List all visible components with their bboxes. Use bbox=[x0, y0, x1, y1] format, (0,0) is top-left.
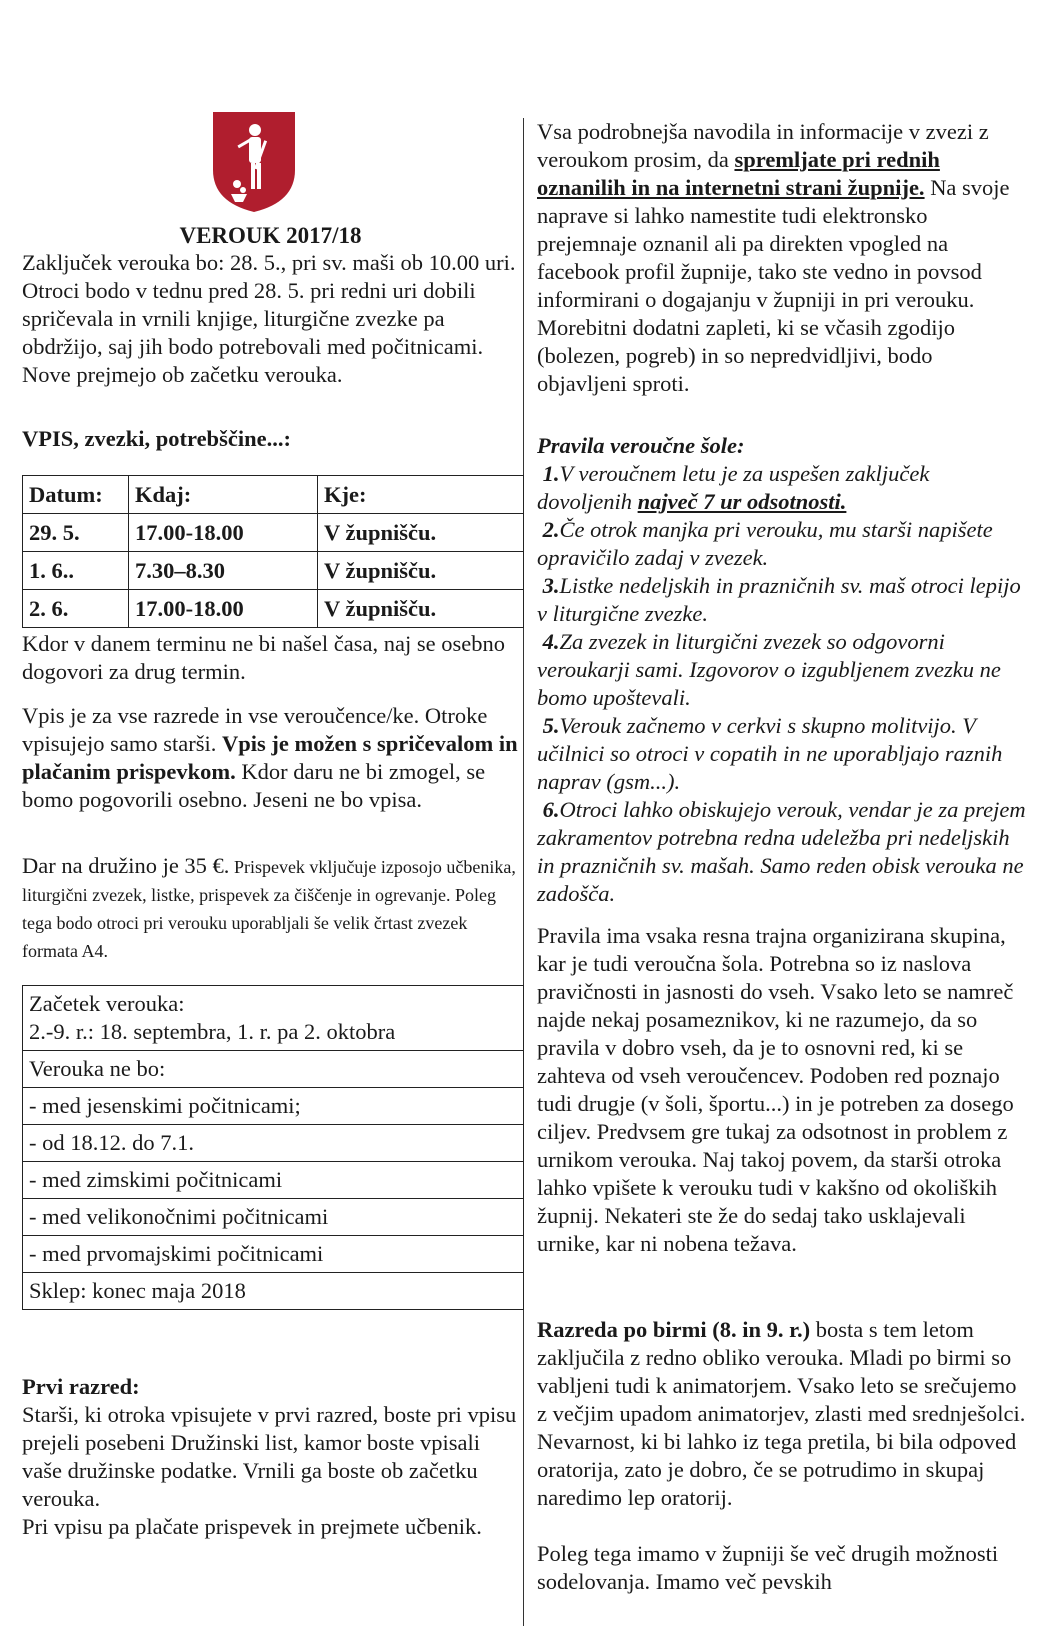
info-emphasis: spremljate pri rednih oznanilih in na internetni strani župnije. bbox=[537, 147, 940, 200]
column-divider bbox=[523, 118, 524, 1626]
table-row bbox=[23, 552, 524, 590]
birma-paragraph-2: Poleg tega imamo v župniji še več drugih možnosti sodelovanja. Imamo več pevskih bbox=[537, 1541, 999, 1594]
after-table-note: Kdor v danem terminu ne bi našel časa, naj se osebno dogovori za drug termin. bbox=[22, 631, 505, 684]
table-row bbox=[23, 514, 524, 552]
vpis-text: Vpis je za vse razrede in vse veroučence/ke. Otroke vpisujejo samo starši. bbox=[22, 703, 488, 756]
table-header-cell: Kje: bbox=[318, 476, 524, 514]
table-row bbox=[23, 1162, 524, 1199]
table-row bbox=[23, 1199, 524, 1236]
rules-list bbox=[537, 460, 1027, 908]
table-cell: V župnišču. bbox=[318, 552, 524, 590]
table-row bbox=[23, 1273, 524, 1310]
table-cell: 1. 6.. bbox=[23, 552, 129, 590]
table-cell: 2. 6. bbox=[23, 590, 129, 628]
vpis-requirement: Vpis je možen s spričevalom in plačanim prispevkom. bbox=[22, 731, 518, 784]
rule-number: 5. bbox=[542, 713, 560, 738]
pravila-paragraph: Pravila ima vsaka resna trajna organizirana skupina, kar je tudi veroučna šola. Potrebna so iz naslova pravičnosti in jasnosti do vseh. Vsako leto se namreč najde nekaj posameznikov, ki ne razumejo, da so pravila v dobro vseh, da je to osnovni red, ki se zahteva od vseh veroučencev. Podoben red poznajo tudi drugje (v šoli, športu...) in je potreben za dosego ciljev. Predvsem gre tukaj za odsotnost in problem z urnikom verouka. Naj takoj povem, da starši otroka lahko vpišete k verouku tudi v kakšno od okoliških župnij. Nekateri ste že do sedaj tako usklajevali urnike, kar ni nobena težava. bbox=[537, 923, 1014, 1256]
table-cell: Sklep: konec maja 2018 bbox=[23, 1273, 524, 1310]
rule-text: Če otrok manjka pri verouku, mu starši napišete opravičilo zadaj v zvezek. bbox=[537, 517, 993, 570]
info-text-end: Na svoje naprave si lahko namestite tudi elektronsko prejemnaje oznanil ali pa direkten vpogled na facebook profil župnije, tako ste vedno in povsod informirani o dogajanju v župniji in pri verouku. Morebitni dodatni zapleti, ki se včasih zgodijo (bolezen, pogreb) in so nepredvidljivi, bodo objavljeni sproti. bbox=[537, 175, 1010, 396]
prvi-razred-heading: Prvi razred: bbox=[22, 1374, 140, 1399]
rule-number: 1. bbox=[542, 461, 560, 486]
page-title: VEROUK 2017/18 bbox=[179, 223, 362, 248]
table-cell: V župnišču. bbox=[318, 514, 524, 552]
table-cell: 17.00-18.00 bbox=[129, 514, 318, 552]
rule-text: Za zvezek in liturgični zvezek so odgovorni veroukarji sami. Izgovorov o izgubljenem zvezku ne bomo upoštevali. bbox=[537, 629, 1001, 710]
table-cell: 29. 5. bbox=[23, 514, 129, 552]
vpis-heading: VPIS, zvezki, potrebščine...: bbox=[22, 426, 291, 451]
vpis-table bbox=[22, 475, 524, 628]
table-header-row bbox=[23, 476, 524, 514]
rule-text: V veroučnem letu je za uspešen zaključek dovoljenih bbox=[537, 461, 930, 514]
prvi-razred-paragraph-2: Pri vpisu pa plačate prispevek in prejmete učbenik. bbox=[22, 1514, 482, 1539]
rules-heading: Pravila veroučne šole: bbox=[537, 433, 745, 458]
table-row bbox=[23, 1088, 524, 1125]
table-row bbox=[23, 1236, 524, 1273]
schedule-start-value: 2.-9. r.: 18. septembra, 1. r. pa 2. oktobra bbox=[29, 1019, 396, 1044]
table-cell bbox=[23, 986, 524, 1051]
table-cell: - od 18.12. do 7.1. bbox=[23, 1125, 524, 1162]
table-row bbox=[23, 1051, 524, 1088]
table-cell: - med velikonočnimi počitnicami bbox=[23, 1199, 524, 1236]
rule-number: 3. bbox=[542, 573, 560, 598]
prvi-razred-paragraph: Starši, ki otroka vpisujete v prvi razred, boste pri vpisu prejeli posebeni Družinski list, kamor boste vpisali vaše družinske podatke. Vrnili ga boste ob začetku verouka. bbox=[22, 1402, 517, 1511]
table-header-cell: Datum: bbox=[23, 476, 129, 514]
coat-of-arms-logo bbox=[211, 110, 297, 214]
list-item bbox=[537, 460, 1027, 516]
dar-details: Prispevek vključuje izposojo učbenika, liturgični zvezek, listke, prispevek za čiščenje in ogrevanje. Poleg tega bodo otroci pri verouku uporabljali še velik črtast zvezek formata A4. bbox=[22, 857, 516, 961]
info-text: Vsa podrobnejša navodila in informacije v zvezi z veroukom prosim, da bbox=[537, 119, 989, 172]
table-cell: 7.30–8.30 bbox=[129, 552, 318, 590]
table-cell: - med prvomajskimi počitnicami bbox=[23, 1236, 524, 1273]
birma-lead: Razreda po birmi (8. in 9. r.) bbox=[537, 1317, 811, 1342]
dar-paragraph bbox=[22, 852, 519, 964]
birma-text: bosta s tem letom zaključila z redno obliko verouka. Mladi po birmi so vabljeni tudi k animatorjem. Vsako leto se srečujemo z večjim upadom animatorjev, zlasti med srednješolci. Nevarnost, ki bi lahko iz tega pretila, bi bila odpoved oratorija, zato je dobro, če se potrudimo in skupaj naredimo lep oratorij. bbox=[537, 1317, 1026, 1510]
schedule-table bbox=[22, 985, 524, 1310]
table-row bbox=[23, 986, 524, 1051]
list-item bbox=[537, 796, 1027, 908]
table-row bbox=[23, 590, 524, 628]
dar-lead: Dar na družino je 35 €. bbox=[22, 853, 230, 878]
table-cell: - med zimskimi počitnicami bbox=[23, 1162, 524, 1199]
list-item bbox=[537, 516, 1027, 572]
schedule-start-label: Začetek verouka: bbox=[29, 991, 185, 1016]
rule-text: Listke nedeljskih in prazničnih sv. maš otroci lepijo v liturgične zvezke. bbox=[537, 573, 1021, 626]
rule-number: 4. bbox=[542, 629, 560, 654]
vpis-text-end: Kdor daru ne bi zmogel, se bomo pogovorili osebno. Jeseni ne bo vpisa. bbox=[22, 759, 486, 812]
list-item bbox=[537, 628, 1027, 712]
rule-number: 6. bbox=[542, 797, 560, 822]
intro-paragraph: Zaključek verouka bo: 28. 5., pri sv. maši ob 10.00 uri. Otroci bodo v tednu pred 28. 5. pri redni uri dobili spričevala in vrnili knjige, liturgične zvezke pa obdržijo, saj jih bodo potrebovali med počitnicami. Nove prejmejo ob začetku verouka. bbox=[22, 250, 516, 387]
table-cell: - med jesenskimi počitnicami; bbox=[23, 1088, 524, 1125]
info-paragraph bbox=[537, 118, 1027, 398]
table-cell: V župnišču. bbox=[318, 590, 524, 628]
rule-text: Verouk začnemo v cerkvi s skupno molitvijo. V učilnici so otroci v copatih in ne uporabljajo raznih naprav (gsm...). bbox=[537, 713, 1003, 794]
vpis-paragraph bbox=[22, 702, 519, 814]
birma-paragraph bbox=[537, 1316, 1027, 1512]
list-item bbox=[537, 712, 1027, 796]
table-cell: 17.00-18.00 bbox=[129, 590, 318, 628]
list-item bbox=[537, 572, 1027, 628]
table-cell: Verouka ne bo: bbox=[23, 1051, 524, 1088]
table-row bbox=[23, 1125, 524, 1162]
table-header-cell: Kdaj: bbox=[129, 476, 318, 514]
rule-emphasis: največ 7 ur odsotnosti. bbox=[637, 489, 847, 514]
rule-number: 2. bbox=[542, 517, 560, 542]
rule-text: Otroci lahko obiskujejo verouk, vendar je za prejem zakramentov potrebna redna udeležba pri nedeljskih in prazničnih sv. mašah. Samo reden obisk verouka ne zadošča. bbox=[537, 797, 1026, 906]
